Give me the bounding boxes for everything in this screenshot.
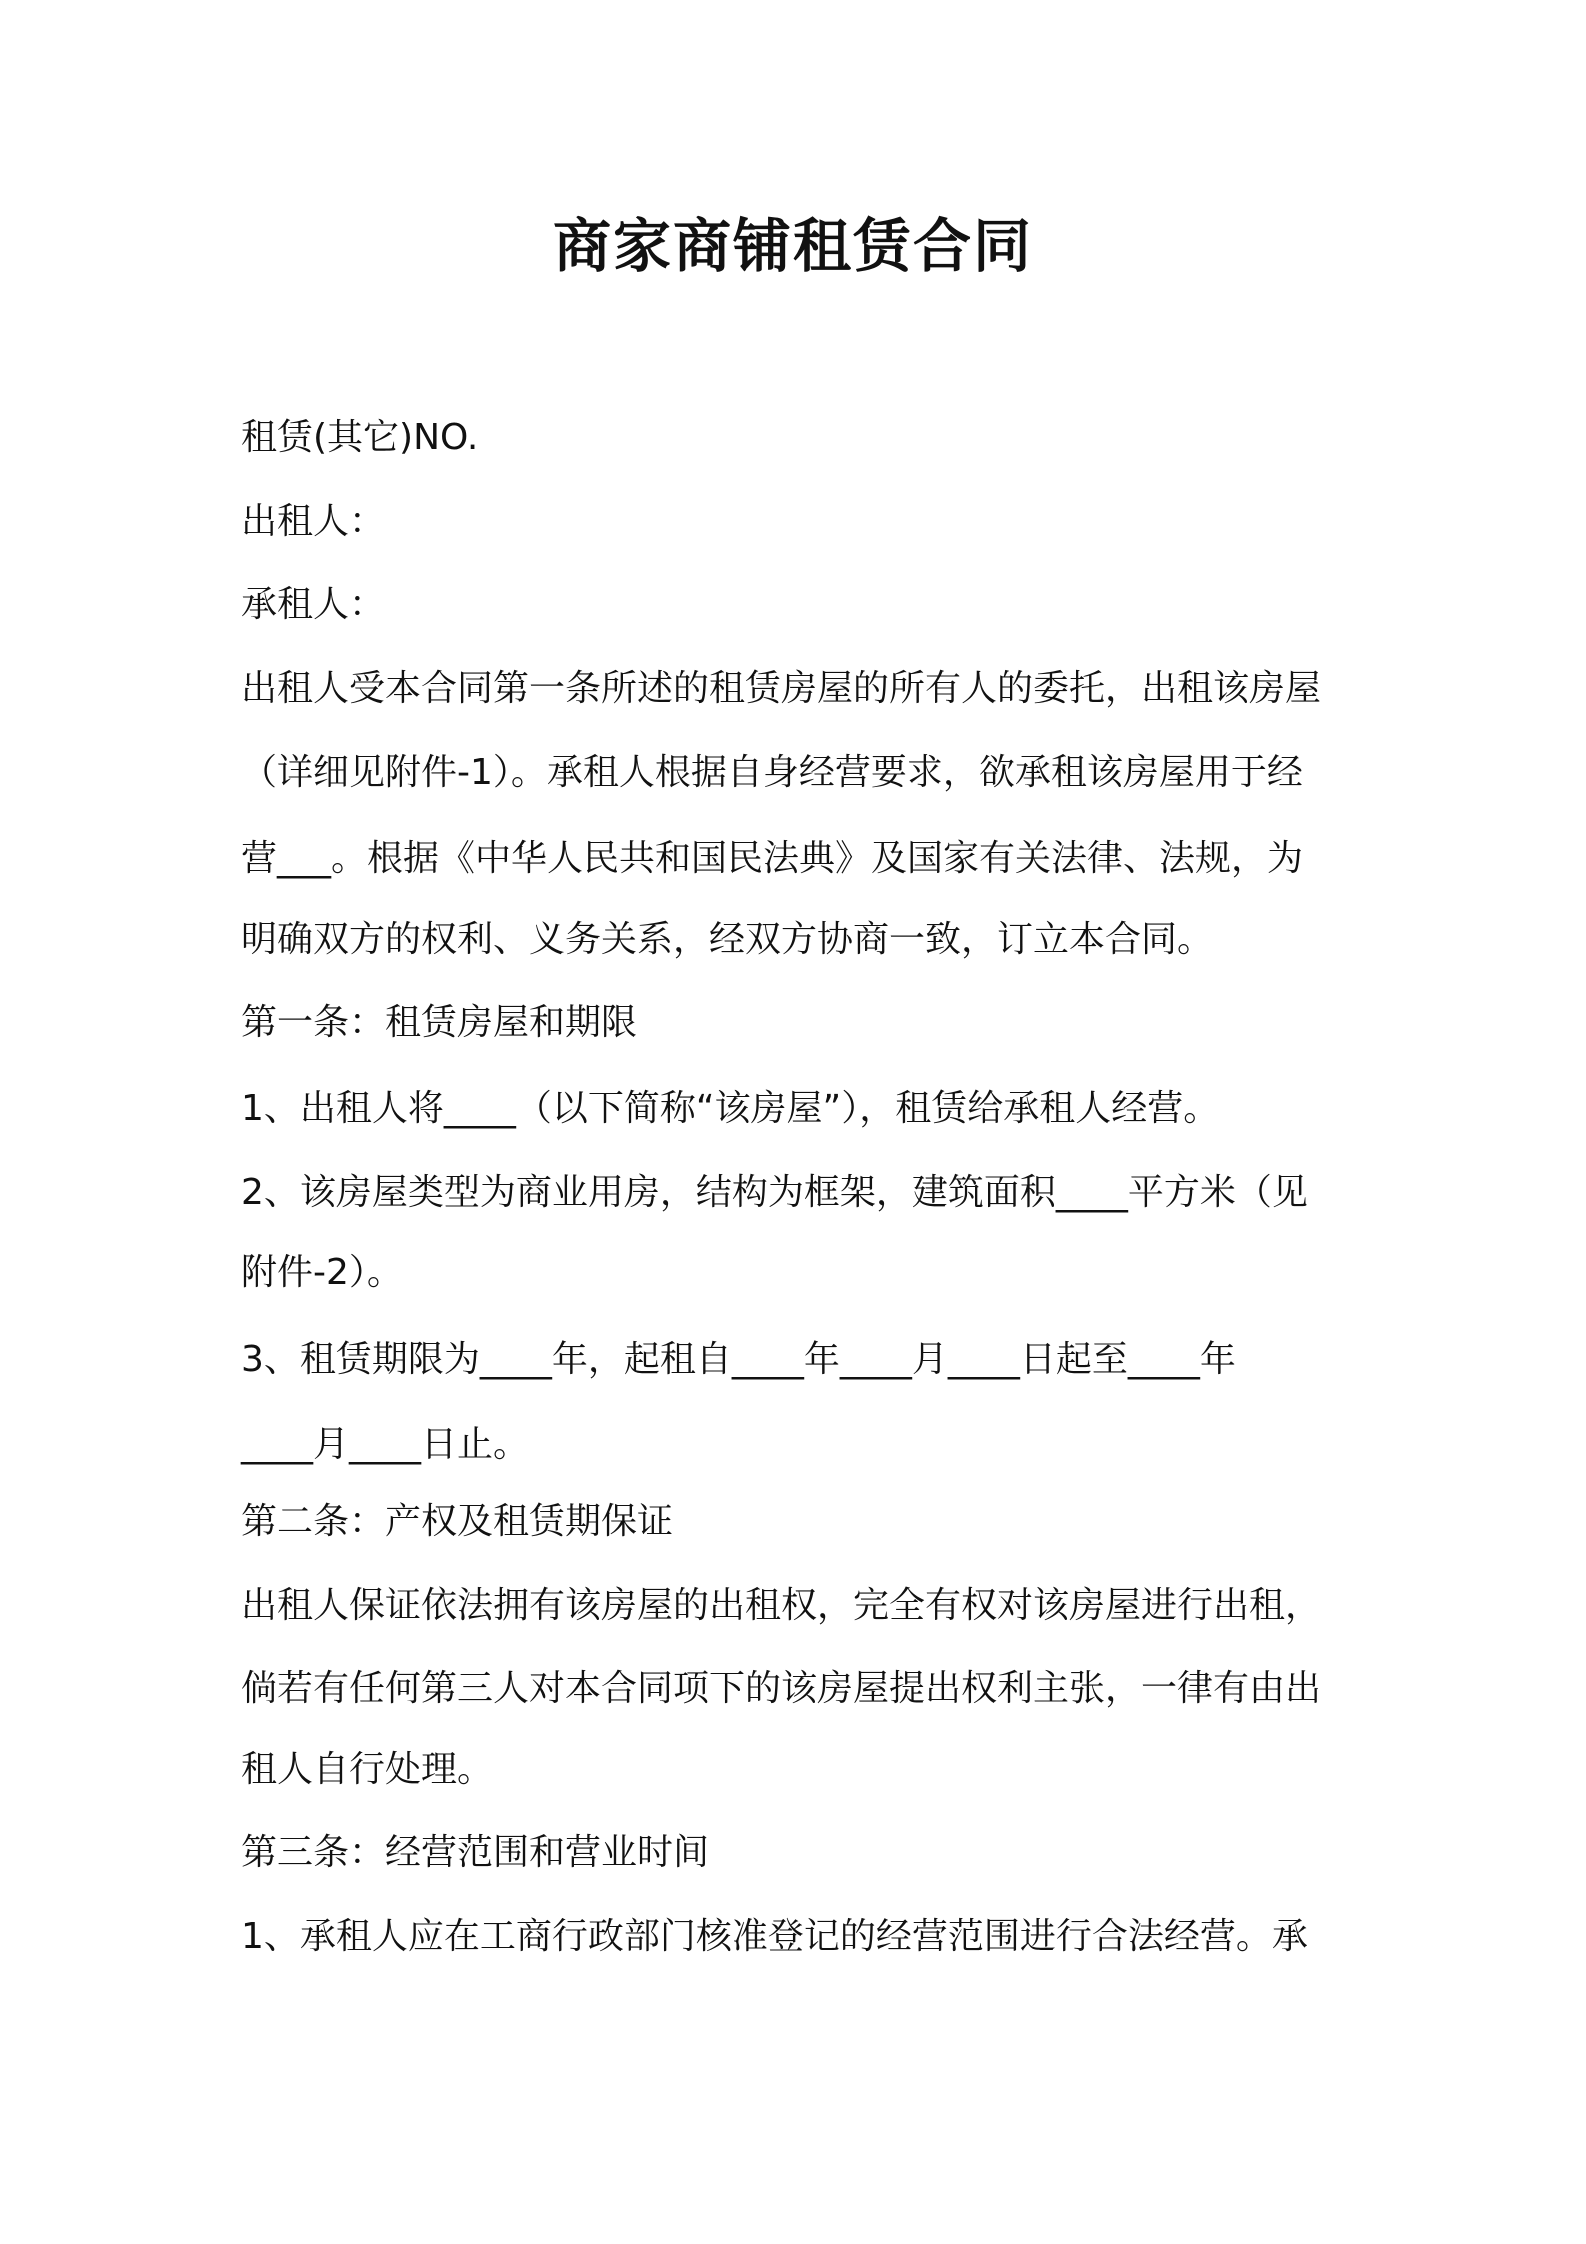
article-1-clause-2-cont: 附件-2）。 (241, 1252, 403, 1293)
article-2-heading: 第二条：产权及租赁期保证 (241, 1501, 674, 1542)
article-3-heading: 第三条：经营范围和营业时间 (241, 1832, 710, 1873)
article-3-clause-1: 1、承租人应在工商行政部门核准登记的经营范围进行合法经营。承 (241, 1916, 1308, 1957)
lessee-line: 承租人： (241, 584, 386, 625)
article-2-body: 租人自行处理。 (241, 1749, 494, 1790)
preamble-line: 营___。根据《中华人民共和国民法典》及国家有关法律、法规，为 (241, 838, 1304, 879)
preamble-line: （详细见附件-1）。承租人根据自身经营要求，欲承租该房屋用于经 (241, 752, 1303, 793)
document-title: 商家商铺租赁合同 (552, 212, 1033, 280)
article-1-clause-1: 1、出租人将____（以下简称“该房屋”），租赁给承租人经营。 (241, 1088, 1220, 1129)
lessor-line: 出租人： (241, 501, 386, 542)
article-1-heading: 第一条：租赁房屋和期限 (241, 1002, 638, 1043)
preamble-line: 明确双方的权利、义务关系，经双方协商一致，订立本合同。 (241, 919, 1214, 960)
article-2-body: 倘若有任何第三人对本合同项下的该房屋提出权利主张，一律有由出 (241, 1668, 1322, 1709)
article-1-clause-2: 2、该房屋类型为商业用房，结构为框架，建筑面积____平方米（见 (241, 1172, 1308, 1213)
article-2-body: 出租人保证依法拥有该房屋的出租权，完全有权对该房屋进行出租， (241, 1585, 1322, 1626)
article-1-clause-3: 3、租赁期限为____年，起租自____年____月____日起至____年 (241, 1339, 1236, 1380)
preamble-line: 出租人受本合同第一条所述的租赁房屋的所有人的委托，出租该房屋 (241, 668, 1322, 709)
article-1-clause-3-cont: ____月____日止。 (241, 1424, 530, 1465)
contract-number-line: 租赁(其它)NO. (241, 417, 479, 458)
